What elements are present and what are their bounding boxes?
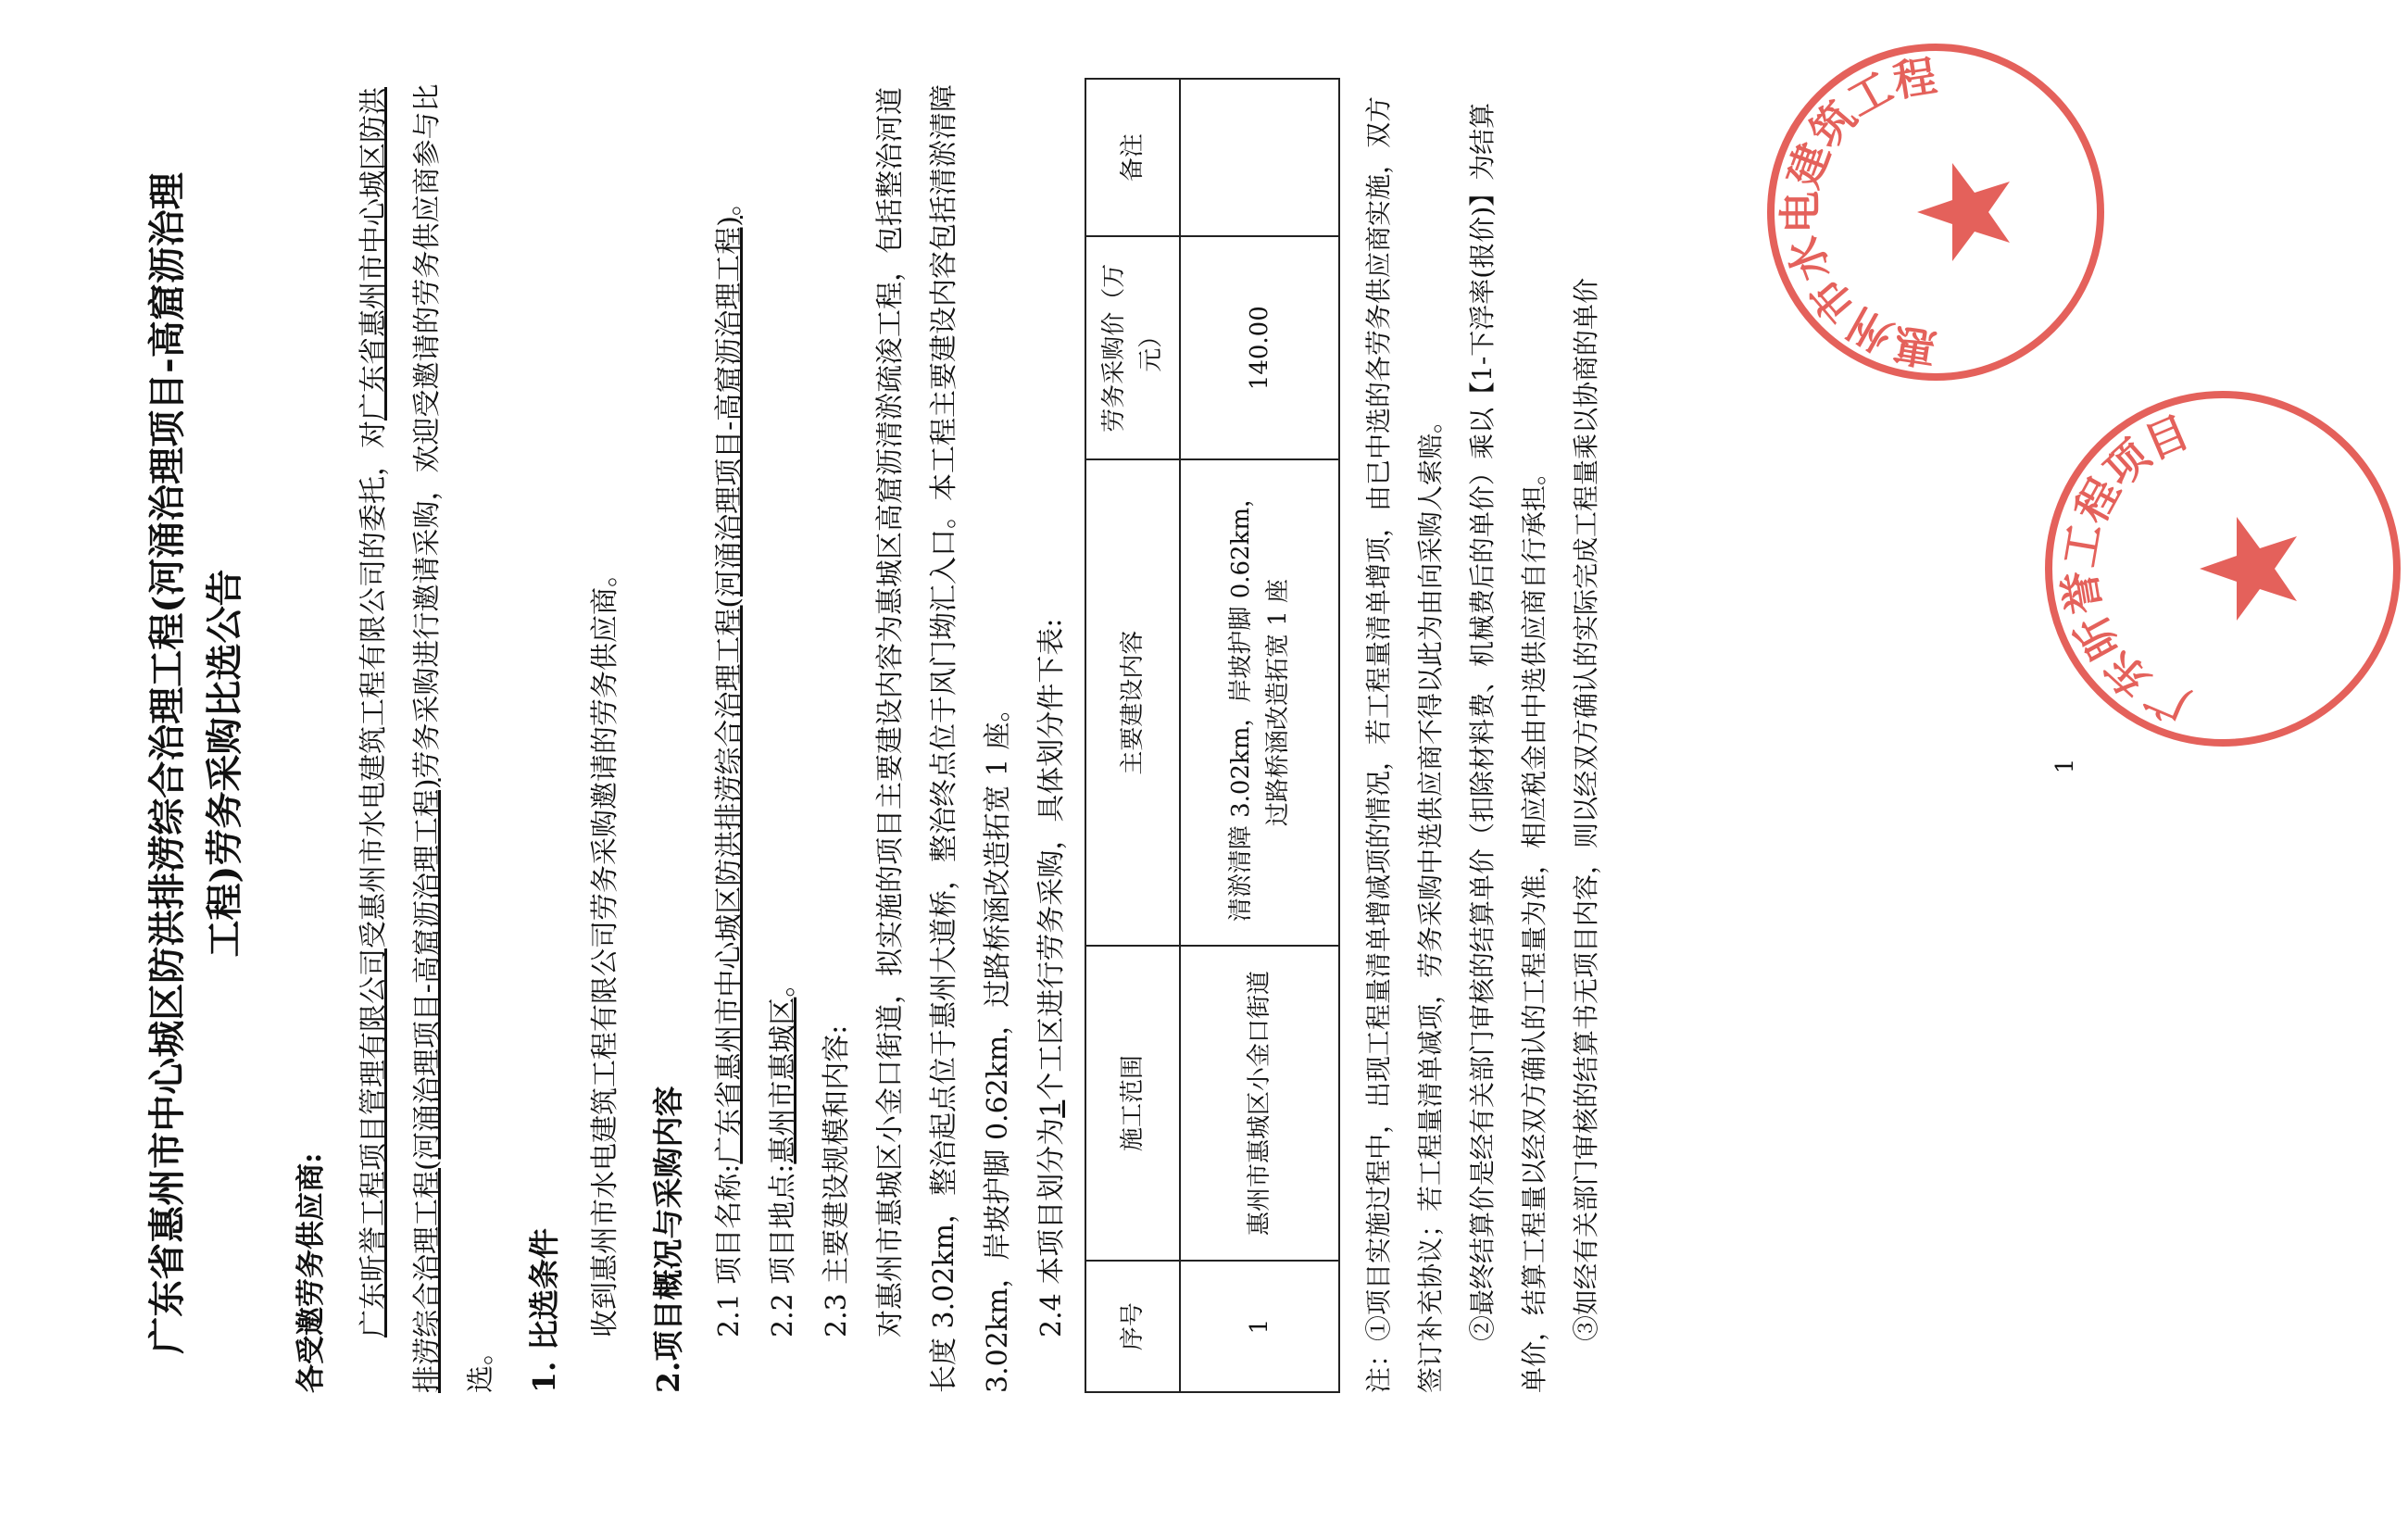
intro-paragraph bbox=[347, 78, 508, 1393]
section-1-heading: 1. 比选条件 bbox=[526, 1228, 562, 1393]
cell-scope: 惠州市惠城区小金口街道 bbox=[1180, 946, 1339, 1261]
th-remark: 备注 bbox=[1085, 79, 1180, 236]
th-content: 主要建设内容 bbox=[1085, 459, 1180, 946]
item-2-1-label: 2.1 项目名称: bbox=[713, 1163, 746, 1337]
intro-text-1: 受惠州市水电建筑工程有限公司的委托，对 bbox=[357, 421, 390, 948]
notes bbox=[1353, 78, 1612, 1393]
document-title bbox=[139, 133, 254, 1393]
item-2-1-end: 。 bbox=[713, 188, 746, 217]
item-2-1-value: 广东省惠州市中心城区防洪排涝综合治理工程(河涌治理项目-高窟沥治理工程) bbox=[713, 216, 746, 1164]
item-2-3-label: 2.3 主要建设规模和内容: bbox=[821, 1024, 853, 1337]
title-line-2: 工程)劳务采购比选公告 bbox=[203, 569, 246, 958]
item-2-2-value: 惠州市惠城区 bbox=[767, 997, 799, 1164]
document-body bbox=[347, 78, 1612, 1393]
cell-price: 140.00 bbox=[1180, 236, 1339, 459]
note-1: 注：①项目实施过程中，出现工程量清单增减项的情况，若工程量清单增项，由已中选的各劳务供应商实施，双方签订补充协议；若工程量清单减项，劳务采购中选供应商不得以此为由向采购人索赔。 bbox=[1363, 95, 1446, 1393]
item-2-4-after: 个工区进行劳务采购，具体划分件下表: bbox=[1035, 618, 1068, 1100]
cell-remark bbox=[1180, 79, 1339, 236]
section-2-heading: 2.项目概况与采购内容 bbox=[650, 1086, 686, 1393]
salutation: 各受邀劳务供应商: bbox=[295, 1152, 328, 1393]
company-seal-xinyu bbox=[2038, 383, 2408, 754]
item-2-3-text: 对惠州市惠城区小金口街道，拟实施的项目主要建设内容为惠城区高窟沥清淤疏浚工程，包括整治河道长度 3.02km，整治起点位于惠州大道桥，整治终点位于风门坳汇入口。本工程主要建设内容包括清淤清障 3.02km，岸坡护脚 0.62km，过路桥涵改造拓宽 1 座。 bbox=[874, 84, 1014, 1393]
item-2-4 bbox=[1025, 78, 1079, 1393]
intro-text-2: 劳务采购进行邀请采购，欢迎受邀请的劳务供应商参与比选。 bbox=[411, 83, 497, 1393]
company-seal-shuidian bbox=[1760, 36, 2112, 388]
cell-content: 清淤清障 3.02km，岸坡护脚 0.62km，过路桥涵改造拓宽 1 座 bbox=[1180, 459, 1339, 946]
svg-text:广东昕誉工程项目: 广东昕誉工程项目 bbox=[2053, 406, 2197, 732]
intro-project: 广东省惠州市中心城区防洪排涝综合治理工程(河涌治理项目-高窟沥治理工程) bbox=[357, 87, 444, 1393]
item-2-2-label: 2.2 项目地点: bbox=[767, 1163, 799, 1337]
title-line-1: 广东省惠州市中心城区防洪排涝综合治理工程(河涌治理项目-高窟沥治理 bbox=[145, 172, 189, 1354]
item-2-1 bbox=[703, 78, 757, 1393]
cell-no: 1 bbox=[1180, 1261, 1339, 1392]
item-2-4-count: 1 bbox=[1035, 1099, 1068, 1118]
th-price: 劳务采购价（万元） bbox=[1085, 236, 1180, 459]
table-row bbox=[1180, 79, 1339, 1392]
item-2-4-before: 2.4 本项目划分为 bbox=[1035, 1117, 1068, 1337]
th-no: 序号 bbox=[1085, 1261, 1180, 1392]
note-3: ③如经有关部门审核的结算书无项目内容，则以经双方确认的实际完成工程量乘以协商的单价 bbox=[1571, 277, 1601, 1341]
item-2-2-end: 。 bbox=[767, 969, 799, 998]
item-2-2 bbox=[757, 78, 810, 1393]
th-scope: 施工范围 bbox=[1085, 946, 1180, 1261]
work-area-table bbox=[1085, 78, 1340, 1393]
section-1-text: 收到惠州市水电建筑工程有限公司劳务采购邀请的劳务供应商。 bbox=[589, 559, 621, 1337]
svg-text:惠州市水电建筑工程: 惠州市水电建筑工程 bbox=[1775, 50, 1940, 374]
page-number: 1 bbox=[2051, 758, 2079, 774]
table-header-row bbox=[1085, 79, 1180, 1392]
intro-company: 广东昕誉工程项目管理有限公司 bbox=[357, 948, 390, 1337]
note-2: ②最终结算价是经有关部门审核的结算单价（扣除材料费、机械费后的单价）乘以【1-下浮率(报价)】为结算单价，结算工程量以经双方确认的工程量为准，相应税金由中选供应商自行承担。 bbox=[1467, 102, 1549, 1393]
